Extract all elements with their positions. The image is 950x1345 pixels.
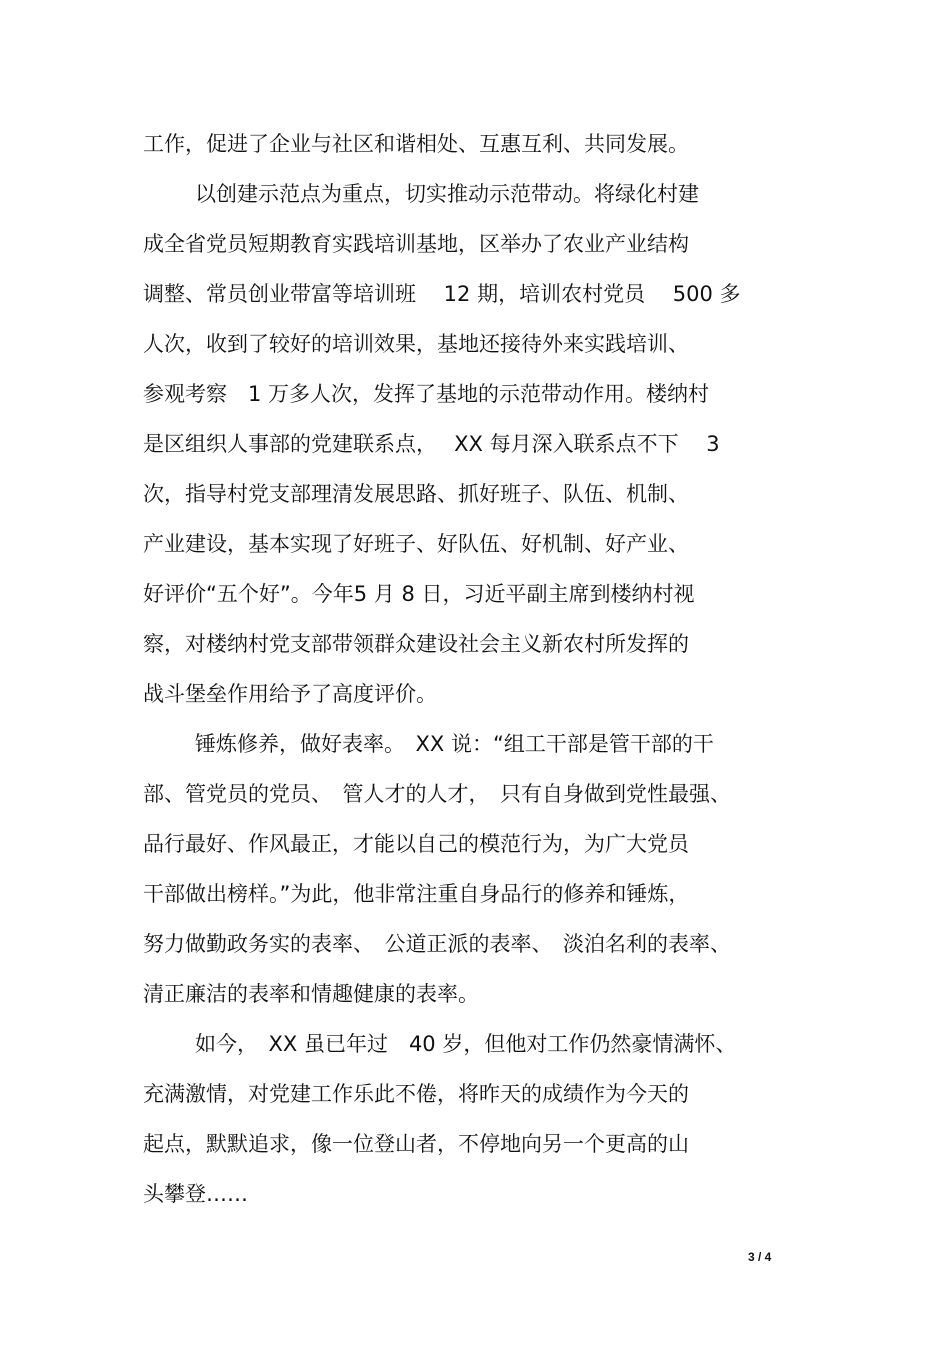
text-line: 工作，促进了企业与社区和谐相处、互惠互利、共同发展。 xyxy=(143,132,689,156)
text-line: 是区组织人事部的党建联系点， XX 每月深入联系点不下 3 xyxy=(143,432,720,456)
text-line: 努力做勤政务实的表率、 公道正派的表率、 淡泊名利的表率、 xyxy=(143,932,731,956)
text-line: 察，对楼纳村党支部带领群众建设社会主义新农村所发挥的 xyxy=(143,632,689,656)
text-line: 起点，默默追求，像一位登山者，不停地向另一个更高的山 xyxy=(143,1132,689,1156)
text-line: 次，指导村党支部理清发展思路、抓好班子、队伍、机制、 xyxy=(143,482,689,506)
text-line: 参观考察 1 万多人次，发挥了基地的示范带动作用。楼纳村 xyxy=(143,382,710,406)
text-line: 锤炼修养，做好表率。 XX 说：“组工干部是管干部的干 xyxy=(195,732,714,756)
text-line: 好评价“五个好”。今年5 月 8 日，习近平副主席到楼纳村视 xyxy=(143,582,695,606)
text-line: 成全省党员短期教育实践培训基地，区举办了农业产业结构 xyxy=(143,232,689,256)
text-line: 品行最好、作风最正，才能以自己的模范行为，为广大党员 xyxy=(143,832,689,856)
text-line: 以创建示范点为重点，切实推动示范带动。将绿化村建 xyxy=(195,182,699,206)
text-line: 部、管党员的党员、 管人才的人才， 只有自身做到党性最强、 xyxy=(143,782,731,806)
text-line: 头攀登…… xyxy=(143,1182,248,1206)
text-line: 战斗堡垒作用给予了高度评价。 xyxy=(143,682,437,706)
text-line: 充满激情，对党建工作乐此不倦，将昨天的成绩作为今天的 xyxy=(143,1082,689,1106)
text-line: 调整、常员创业带富等培训班 12 期，培训农村党员 500 多 xyxy=(143,282,741,306)
text-line: 人次，收到了较好的培训效果，基地还接待外来实践培训、 xyxy=(143,332,689,356)
text-line: 清正廉洁的表率和情趣健康的表率。 xyxy=(143,982,479,1006)
text-line: 干部做出榜样。”为此，他非常注重自身品行的修养和锤炼， xyxy=(143,882,690,906)
text-line: 产业建设，基本实现了好班子、好队伍、好机制、好产业、 xyxy=(143,532,689,556)
page-number: 3 / 4 xyxy=(748,1250,772,1264)
text-line: 如今， XX 虽已年过 40 岁，但他对工作仍然豪情满怀、 xyxy=(195,1032,737,1056)
